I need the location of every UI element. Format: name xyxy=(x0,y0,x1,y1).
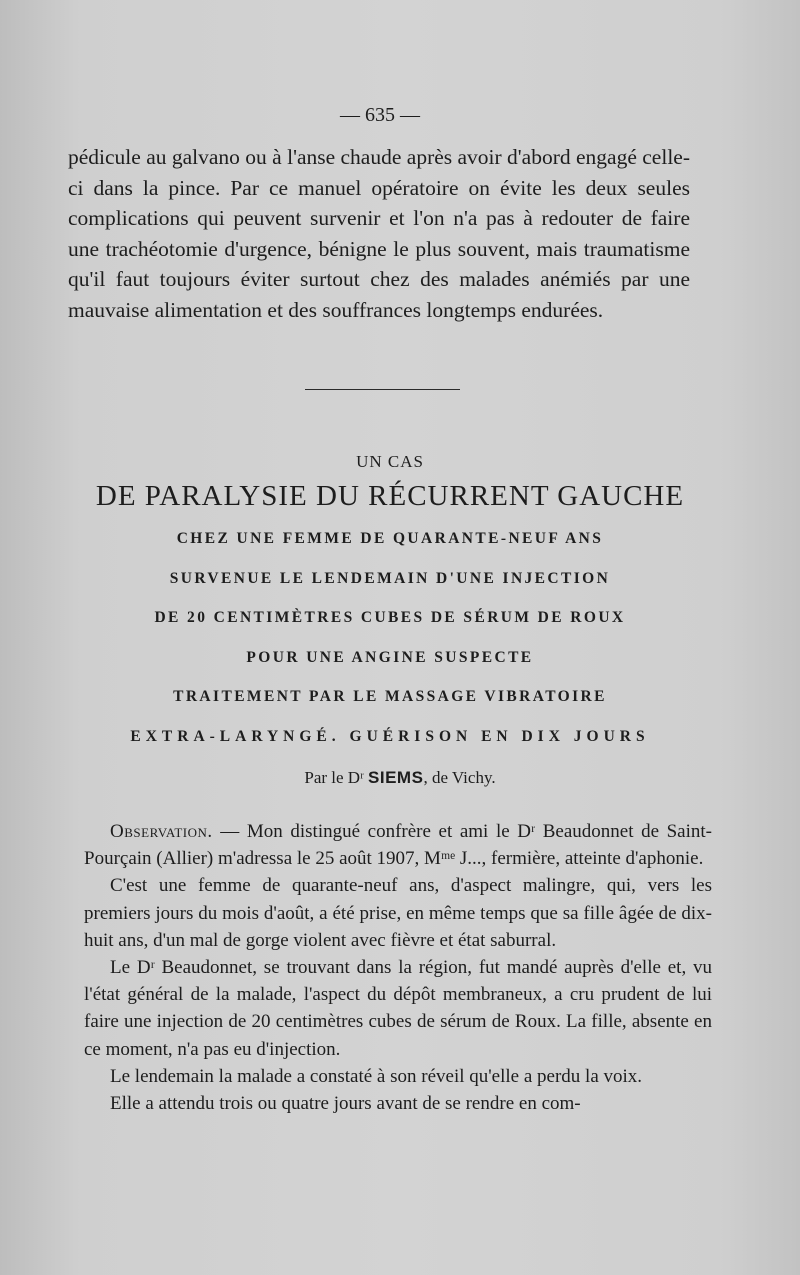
byline-author: SIEMS xyxy=(368,768,424,787)
article-subtitle-line: TRAITEMENT PAR LE MASSAGE VIBRATOIRE xyxy=(173,688,607,705)
article-subtitle-line: CHEZ UNE FEMME DE QUARANTE-NEUF ANS xyxy=(176,530,604,547)
body-paragraph: Elle a attendu trois ou quatre jours avant de se rendre en com- xyxy=(110,1093,581,1115)
observation-paragraph xyxy=(84,818,712,872)
intro-paragraph: pédicule au galvano ou à l'anse chaude après avoir d'abord engagé celle-ci dans la pince. Par ce manuel opératoire on évite les deux seules complications qui peuvent survenir et l'on n'a pas à redouter de faire une trachéotomie d'urgence, bénigne le plus souvent, mais traumatisme qu'il faut toujours éviter surtout chez des malades anémiés par une mauvaise alimentation et des souffrances longtemps endurées. xyxy=(68,145,690,322)
body-paragraph: Le lendemain la malade a constaté à son réveil qu'elle a perdu la voix. xyxy=(110,1065,643,1087)
article-body xyxy=(84,818,712,1117)
article-title-line-2: DE PARALYSIE DU RÉCURRENT GAUCHE xyxy=(95,480,685,512)
body-paragraph: C'est une femme de quarante-neuf ans, d'aspect malingre, qui, vers les premiers jours du mois d'août, a été prise, en même temps que sa fille âgée de dix-huit ans, d'un mal de gorge violent avec fièvre et état saburral. xyxy=(84,875,712,951)
observation-text: — Mon distingué confrère et ami le Dʳ Beaudonnet de Saint-Pourçain (Allier) m'adressa le 25 août 1907, Mᵐᵉ J..., fermière, atteinte d'aphonie. xyxy=(84,821,712,870)
body-paragraph: Le Dʳ Beaudonnet, se trouvant dans la région, fut mandé auprès d'elle et, vu l'état général de la malade, l'aspect du dépôt membraneux, a cru prudent de lui faire une injection de 20 centimètres cubes de sérum de Roux. La fille, absente en ce moment, n'a pas eu d'injection. xyxy=(84,957,712,1060)
article-subtitle-line: POUR UNE ANGINE SUSPECTE xyxy=(246,648,534,666)
article-title-block xyxy=(70,452,710,756)
page-number: — 635 — xyxy=(340,104,420,126)
byline-suffix: , de Vichy. xyxy=(423,768,496,787)
section-divider xyxy=(305,389,460,390)
article-subtitle-line: SURVENUE LE LENDEMAIN D'UNE INJECTION xyxy=(169,569,611,587)
article-subtitle-line: EXTRA-LARYNGÉ. GUÉRISON EN DIX JOURS xyxy=(130,727,650,745)
article-subtitle-line: DE 20 CENTIMÈTRES CUBES DE SÉRUM DE ROUX xyxy=(154,609,626,626)
article-byline xyxy=(0,768,800,788)
byline-prefix: Par le Dʳ xyxy=(304,768,364,787)
observation-label: Observation. xyxy=(110,821,213,842)
article-title-line-1: UN CAS xyxy=(356,452,424,471)
